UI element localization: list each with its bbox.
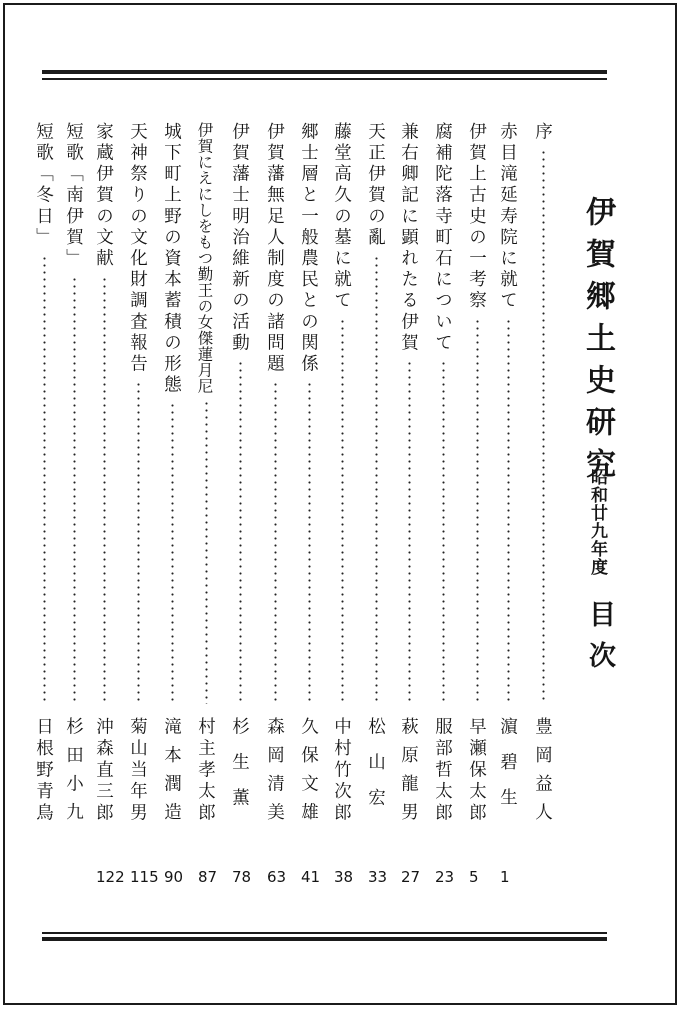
toc-heading: 目次 bbox=[584, 600, 615, 682]
leader-dots bbox=[408, 360, 411, 704]
leader-dots bbox=[239, 360, 242, 704]
entry-page: 115 bbox=[130, 868, 159, 886]
entry-title: 兼右卿記に顕れたる伊賀 bbox=[398, 122, 419, 355]
entry-author: 菊山当年男 bbox=[127, 717, 148, 825]
entry-page: 38 bbox=[334, 868, 354, 886]
entry-title: 天神祭りの文化財調査報告 bbox=[127, 122, 148, 376]
top-rule-thick bbox=[42, 70, 607, 74]
entry-author: 服部哲太郎 bbox=[432, 717, 453, 825]
entry-author: 森岡清美 bbox=[264, 717, 285, 831]
entry-title: 腐補陀落寺町石について bbox=[432, 122, 453, 355]
entry-page: 33 bbox=[368, 868, 388, 886]
entry-title: 天正伊賀の亂 bbox=[365, 122, 386, 249]
entry-page: 122 bbox=[96, 868, 125, 886]
entry-title: 郷士層と一般農民との関係 bbox=[298, 122, 319, 376]
book-title: 伊賀郷土史研究 bbox=[580, 196, 615, 490]
leader-dots bbox=[507, 318, 510, 704]
entry-title: 城下町上野の資本蓄積の形態 bbox=[161, 122, 182, 397]
entry-page: 1 bbox=[500, 868, 510, 886]
entry-author: 村主孝太郎 bbox=[195, 717, 216, 825]
entry-author: 濵碧生 bbox=[497, 717, 518, 824]
top-rule-thin bbox=[42, 78, 607, 80]
entry-page: 90 bbox=[164, 868, 184, 886]
leader-dots bbox=[308, 381, 311, 704]
entry-author: 久保文雄 bbox=[298, 717, 319, 831]
bottom-rule-thin bbox=[42, 932, 607, 934]
leader-dots bbox=[274, 381, 277, 704]
entry-title: 序 bbox=[532, 122, 553, 144]
leader-dots bbox=[205, 400, 208, 704]
entry-title: 短歌「南伊賀」 bbox=[63, 122, 84, 270]
leader-dots bbox=[542, 149, 545, 704]
entry-page: 5 bbox=[469, 868, 479, 886]
leader-dots bbox=[137, 381, 140, 704]
entry-author: 松山宏 bbox=[365, 717, 386, 824]
leader-dots bbox=[171, 402, 174, 704]
leader-dots bbox=[103, 276, 106, 704]
entry-title: 赤目滝延寿院に就て bbox=[497, 122, 518, 312]
entry-page: 87 bbox=[198, 868, 218, 886]
entry-page: 27 bbox=[401, 868, 421, 886]
leader-dots bbox=[476, 318, 479, 704]
entry-author: 滝本潤造 bbox=[161, 717, 182, 831]
entry-author: 日根野青鳥 bbox=[33, 717, 54, 825]
entry-author: 早瀬保太郎 bbox=[466, 717, 487, 825]
leader-dots bbox=[43, 255, 46, 704]
leader-dots bbox=[73, 276, 76, 704]
entry-author: 沖森直三郎 bbox=[93, 717, 114, 825]
leader-dots bbox=[341, 318, 344, 704]
entry-author: 豊岡益人 bbox=[532, 717, 553, 831]
entry-author: 萩原龍男 bbox=[398, 717, 419, 831]
entry-author: 中村竹次郎 bbox=[331, 717, 352, 825]
entry-title: 伊賀にえにしをもつ勤王の女傑蓮月尼 bbox=[195, 122, 214, 394]
entry-author: 杉田小九 bbox=[63, 717, 84, 831]
entry-title: 短歌「冬日」 bbox=[33, 122, 54, 249]
entry-title: 伊賀藩士明治維新の活動 bbox=[229, 122, 250, 355]
entry-title: 伊賀上古史の一考察 bbox=[466, 122, 487, 312]
fiscal-year: 昭和廿九年度 bbox=[587, 468, 607, 576]
leader-dots bbox=[442, 360, 445, 704]
entry-author: 杉生薫 bbox=[229, 717, 250, 824]
entry-title: 伊賀藩無足人制度の諸問題 bbox=[264, 122, 285, 376]
entry-page: 63 bbox=[267, 868, 287, 886]
leader-dots bbox=[375, 255, 378, 704]
entry-page: 41 bbox=[301, 868, 321, 886]
bottom-rule-thick bbox=[42, 937, 607, 941]
entry-title: 家蔵伊賀の文献 bbox=[93, 122, 114, 270]
entry-page: 23 bbox=[435, 868, 455, 886]
entry-title: 藤堂高久の墓に就て bbox=[331, 122, 352, 312]
entry-page: 78 bbox=[232, 868, 252, 886]
